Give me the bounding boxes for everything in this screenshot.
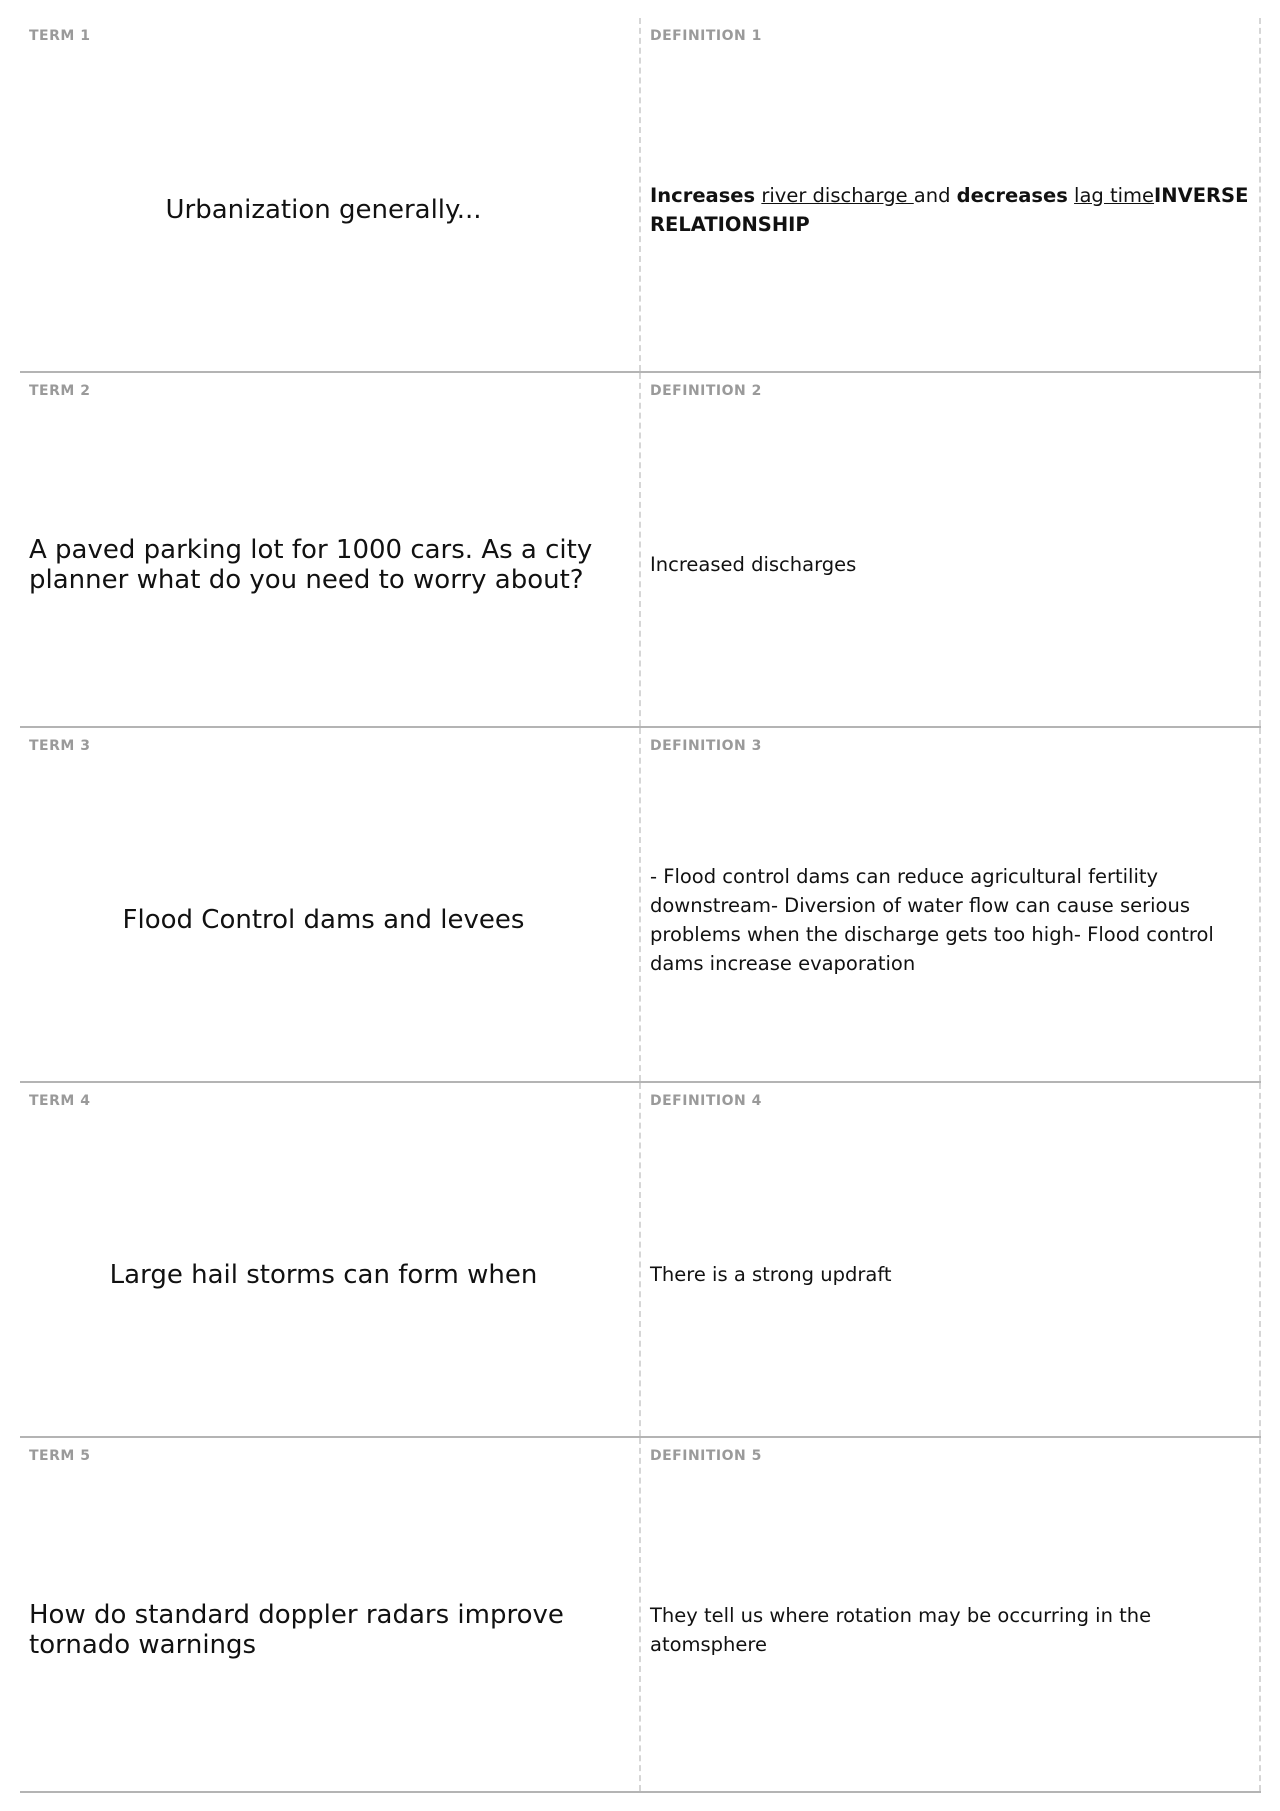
term-cell [20, 18, 641, 371]
definition-label: DEFINITION 4 [650, 1093, 762, 1109]
term-text: Flood Control dams and levees [122, 904, 525, 935]
definition-label: DEFINITION 3 [650, 738, 762, 754]
flashcard-sheet [20, 18, 1261, 1793]
definition-underline-river-discharge: river discharge [761, 183, 914, 207]
term-body [29, 1476, 630, 1783]
term-body [29, 411, 630, 718]
definition-cell [641, 1438, 1261, 1791]
definition-text [650, 181, 1250, 239]
term-body [29, 766, 630, 1073]
definition-label: DEFINITION 1 [650, 28, 762, 44]
term-label: TERM 3 [29, 738, 91, 754]
term-label: TERM 4 [29, 1093, 91, 1109]
term-text: A paved parking lot for 1000 cars. As a city planner what do you need to worry about? [29, 534, 593, 595]
flashcard-row [20, 373, 1261, 728]
definition-body [650, 766, 1250, 1073]
term-label: TERM 1 [29, 28, 91, 44]
term-text: Urbanization generally... [165, 194, 482, 225]
definition-label: DEFINITION 5 [650, 1448, 762, 1464]
definition-bold-decreases: decreases [956, 183, 1068, 207]
definition-cell [641, 18, 1261, 371]
definition-body [650, 1476, 1250, 1783]
definition-plain-and: and [913, 183, 957, 207]
definition-text: - Flood control dams can reduce agricultural fertility downstream- Diversion of water flow can cause serious problems when the discharge gets too high- Flood control dams increase evaporation [650, 864, 1214, 975]
definition-body [650, 411, 1250, 718]
definition-body [650, 1121, 1250, 1428]
flashcard-row [20, 18, 1261, 373]
definition-bold-increases: Increases [650, 183, 756, 207]
term-label: TERM 2 [29, 383, 91, 399]
term-body [29, 1121, 630, 1428]
definition-body [650, 56, 1250, 363]
term-cell [20, 1438, 641, 1791]
term-cell [20, 1083, 641, 1436]
term-label: TERM 5 [29, 1448, 91, 1464]
definition-text: Increased discharges [650, 553, 857, 576]
flashcard-row [20, 1083, 1261, 1438]
definition-underline-lag-time: lag time [1074, 183, 1155, 207]
flashcard-row [20, 728, 1261, 1083]
definition-cell [641, 1083, 1261, 1436]
definition-label: DEFINITION 2 [650, 383, 762, 399]
flashcard-row [20, 1438, 1261, 1793]
definition-cell [641, 373, 1261, 726]
term-cell [20, 728, 641, 1081]
term-text: Large hail storms can form when [109, 1259, 538, 1290]
term-cell [20, 373, 641, 726]
definition-bold-inverse-relationship: INVERSE RELATIONSHIP [650, 183, 1249, 236]
definition-text: They tell us where rotation may be occurring in the atomsphere [650, 1603, 1152, 1656]
term-body [29, 56, 630, 363]
definition-text: There is a strong updraft [650, 1263, 892, 1286]
definition-cell [641, 728, 1261, 1081]
term-text: How do standard doppler radars improve tornado warnings [29, 1599, 564, 1660]
